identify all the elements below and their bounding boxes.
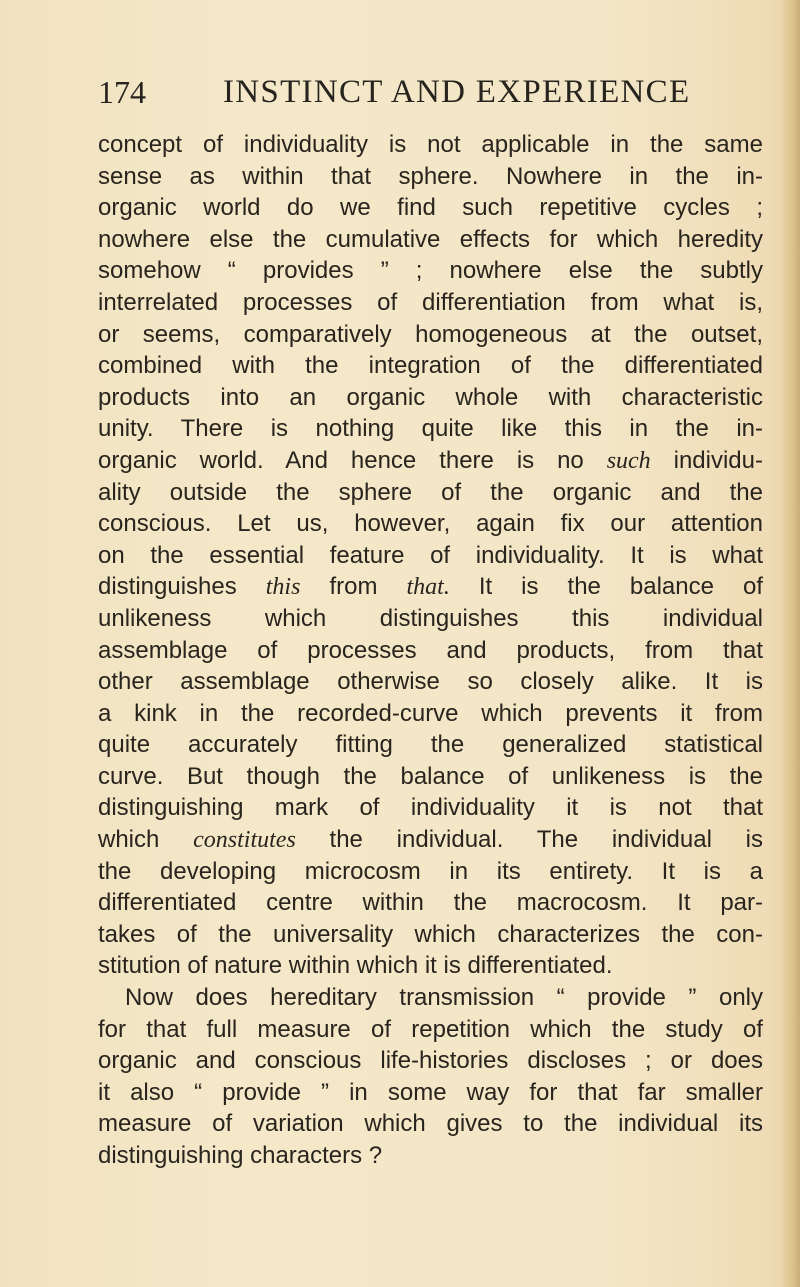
text-segment: It is the balance of bbox=[449, 573, 763, 601]
text-line: somehow “ provides ” ; nowhere else the subtly bbox=[98, 257, 763, 285]
text-line: assemblage of processes and products, from that bbox=[98, 636, 763, 664]
page-number: 174 bbox=[98, 74, 146, 110]
text-line: or seems, comparatively homogeneous at the outset, bbox=[98, 320, 763, 348]
italic-emphasis: such bbox=[606, 447, 651, 474]
text-segment: which bbox=[98, 826, 194, 854]
text-line: unlikeness which distinguishes this individual bbox=[98, 604, 763, 632]
text-line: measure of variation which gives to the individual its bbox=[98, 1110, 763, 1138]
text-line: differentiated centre within the macrocosm. It par- bbox=[98, 889, 763, 917]
page-edge-shadow bbox=[780, 0, 800, 1287]
text-line: for that full measure of repetition which the study of bbox=[98, 1015, 763, 1043]
text-segment: the individual. The individual is bbox=[295, 826, 763, 854]
text-line: Now does hereditary transmission “ provide ” only bbox=[125, 984, 763, 1012]
text-segment: individu- bbox=[650, 446, 763, 474]
running-title: INSTINCT AND EXPERIENCE bbox=[223, 74, 691, 110]
text-line bbox=[98, 571, 763, 603]
text-line: ality outside the sphere of the organic and the bbox=[98, 478, 763, 506]
text-line: distinguishing mark of individuality it is not that bbox=[98, 794, 763, 822]
text-line: organic world do we find such repetitive cycles ; bbox=[98, 194, 763, 222]
text-line: other assemblage otherwise so closely alike. It is bbox=[98, 668, 763, 696]
text-line: conscious. Let us, however, again fix our attention bbox=[98, 510, 763, 538]
running-header bbox=[98, 74, 758, 114]
text-line: combined with the integration of the differentiated bbox=[98, 352, 763, 380]
body-text bbox=[98, 129, 763, 1172]
italic-emphasis: this bbox=[265, 574, 301, 601]
text-line: quite accurately fitting the generalized statistical bbox=[98, 731, 763, 759]
text-segment: organic world. And hence there is no bbox=[98, 446, 607, 474]
text-line: products into an organic whole with characteristic bbox=[98, 383, 763, 411]
text-line: curve. But though the balance of unlikeness is the bbox=[98, 762, 763, 790]
text-line bbox=[98, 445, 763, 477]
text-line: a kink in the recorded-curve which prevents it from bbox=[98, 699, 763, 727]
text-line: interrelated processes of differentiation from what is, bbox=[98, 288, 763, 316]
text-line: distinguishing characters ? bbox=[98, 1142, 383, 1169]
text-line: stitution of nature within which it is differentiated. bbox=[98, 952, 613, 980]
text-line: takes of the universality which characterizes the con- bbox=[98, 920, 763, 948]
text-line: on the essential feature of individuality. It is what bbox=[98, 541, 763, 569]
text-line: organic and conscious life-histories discloses ; or does bbox=[98, 1047, 763, 1075]
italic-emphasis: that. bbox=[406, 574, 450, 601]
text-segment: from bbox=[300, 573, 407, 601]
text-line: unity. There is nothing quite like this in the in- bbox=[98, 415, 763, 443]
text-line: nowhere else the cumulative effects for which heredity bbox=[98, 225, 763, 253]
text-line: sense as within that sphere. Nowhere in the in- bbox=[98, 162, 763, 190]
text-segment: distinguishes bbox=[98, 573, 266, 601]
text-line: it also “ provide ” in some way for that far smaller bbox=[98, 1078, 763, 1106]
text-line: concept of individuality is not applicable in the same bbox=[98, 131, 763, 158]
italic-emphasis: constitutes bbox=[193, 827, 296, 854]
text-line: the developing microcosm in its entirety. It is a bbox=[98, 857, 763, 885]
text-line bbox=[98, 824, 763, 856]
